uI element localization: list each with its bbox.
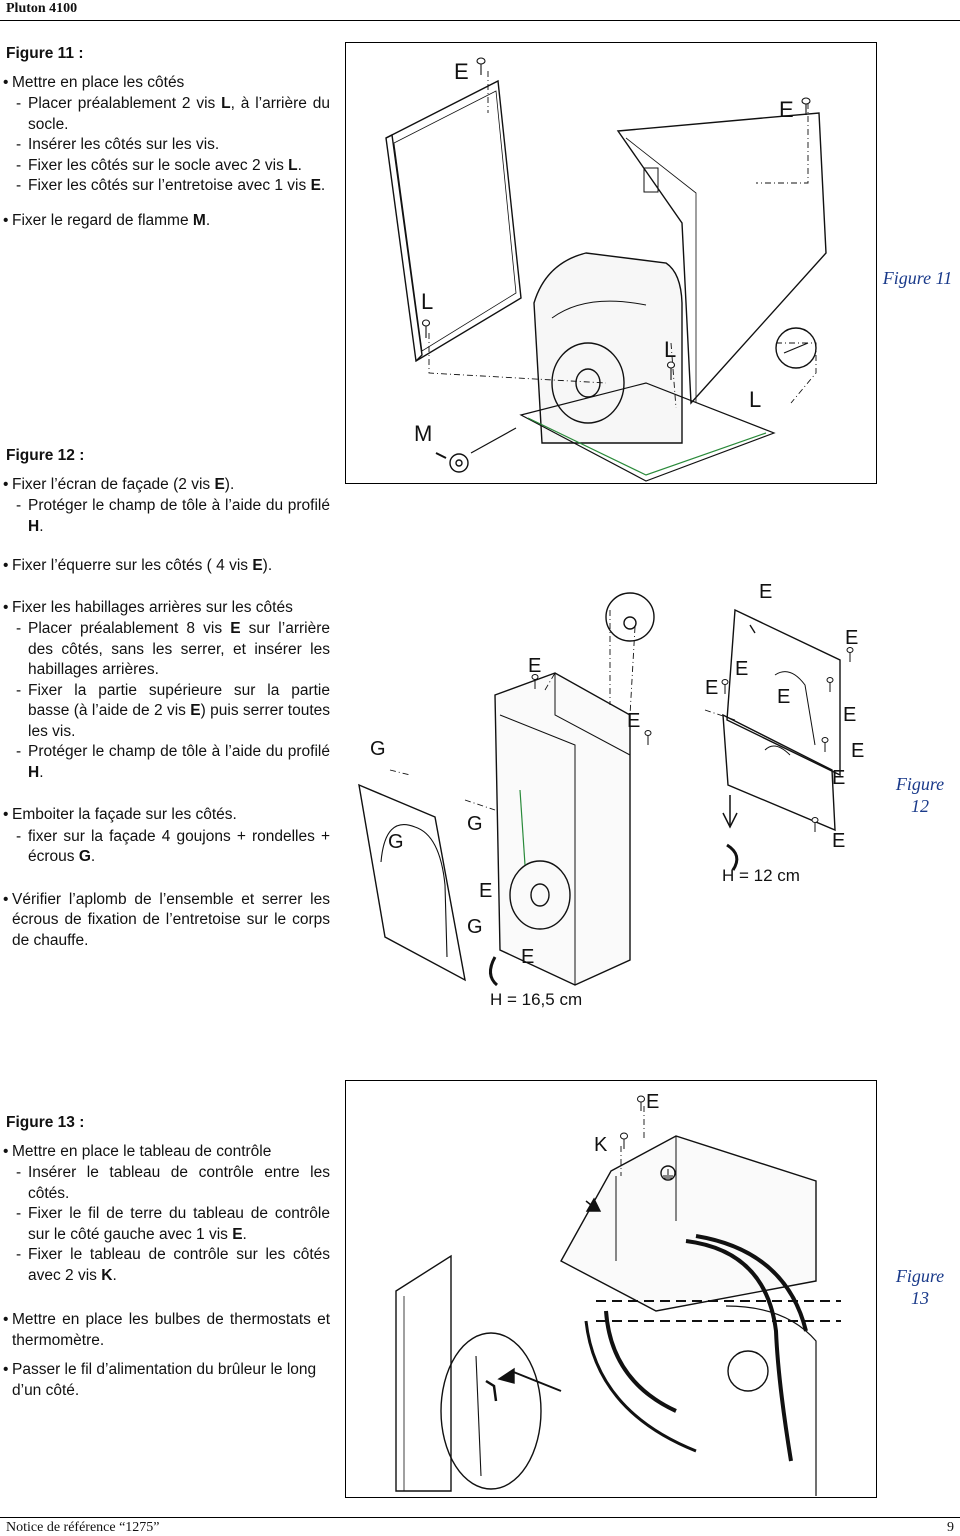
instruction-step: - Fixer le tableau de contrôle sur les côtés avec 2 vis K. [16,1246,330,1284]
fig12-label-e: E [735,658,749,680]
fig12-label-e: E [843,704,857,726]
figure-13-instructions [0,1113,330,1401]
figure-13-title: Figure 13 : [6,1114,85,1131]
instruction-step: - fixer sur la façade 4 goujons + rondelles + écrous G. [16,827,330,865]
fig13-label-e: E [646,1091,660,1113]
instruction-step: - Fixer le fil de terre du tableau de contrôle sur le côté gauche avec 1 vis E. [16,1205,330,1243]
fig12-dimension-h165: H = 16,5 cm [490,990,583,1009]
instruction-item: • Emboiter la façade sur les côtés. - fixer sur la façade 4 goujons + rondelles + écrous G. [0,805,330,868]
figure-12-drawing [345,565,877,1055]
page-number: 9 [947,1520,954,1535]
document-reference: Notice de référence “1275” [6,1520,160,1535]
figure-11-caption: Figure 11 [882,268,953,288]
fig12-label-e: E [759,581,773,603]
instruction-step: - Placer préalablement 2 vis L, à l’arrière du socle. [16,95,330,133]
instruction-item: • Fixer les habillages arrières sur les côtés - Placer préalablement 8 vis E sur l’arrière des côtés, sans les serrer, et insérer les habillages arrières. - Fixer la partie supérieure sur la partie basse (à l’aide de 2 vis E) puis serrer toutes les vis. - Protéger le champ de tôle à l’aide du profilé H. [0,598,330,784]
figure-13-illustration [346,1081,876,1497]
instruction-step: - Placer préalablement 8 vis E sur l’arrière des côtés, sans les serrer, et insérer les habillages arrières. [16,620,330,678]
figure-11-drawing [345,42,877,484]
fig12-label-e: E [479,880,493,902]
fig12-label-e: E [705,677,719,699]
fig12-label-e: E [521,946,535,968]
figure-13-drawing [345,1080,877,1498]
instruction-step: - Protéger le champ de tôle à l’aide du profilé H. [16,497,330,535]
instruction-item: • Mettre en place les bulbes de thermostats et thermomètre. [3,1311,330,1349]
instruction-item: • Vérifier l’aplomb de l’ensemble et serrer les écrous de fixation de l’entretoise sur le corps de chauffe. [3,890,330,949]
figure-12-illustration [345,565,877,1055]
fig12-label-e: E [777,686,791,708]
fig11-label-l: L [421,289,434,314]
fig12-label-g: G [467,916,483,938]
instruction-item: • Passer le fil d’alimentation du brûleur le long d’un côté. [3,1361,317,1399]
fig12-label-g: G [388,831,404,853]
instruction-item: • Mettre en place le tableau de contrôle - Insérer le tableau de contrôle entre les côtés. - Fixer le fil de terre du tableau de contrôle sur le côté gauche avec 1 vis E. - Fixer le tableau de contrôle sur les côtés avec 2 vis K. [0,1142,330,1287]
fig12-label-e: E [851,740,865,762]
instruction-step: - Fixer la partie supérieure sur la partie basse (à l’aide de 2 vis E) puis serrer toutes les vis. [16,681,330,740]
fig13-label-k: K [594,1134,608,1156]
instruction-step: - Fixer les côtés sur le socle avec 2 vis L. [16,156,302,174]
fig11-label-e: E [454,59,469,84]
fig12-label-e: E [845,627,859,649]
figure-12-caption: Figure 12 [895,774,945,816]
document-title: Pluton 4100 [6,1,78,16]
figure-11-title: Figure 11 : [6,45,84,62]
fig11-label-l: L [664,337,677,362]
figure-11-instructions [0,44,330,231]
instruction-step: - Insérer le tableau de contrôle entre les côtés. [16,1164,330,1202]
page-footer [0,1517,960,1536]
fig11-label-l: L [749,387,762,412]
instruction-item: • Mettre en place les côtés - Placer préalablement 2 vis L, à l’arrière du socle. - Insérer les côtés sur les vis. - Fixer les côtés sur le socle avec 2 vis L. - Fixer les côtés sur l’entretoise avec 1 vis E. [0,73,330,197]
fig11-label-e: E [779,97,794,122]
page-header [0,0,960,21]
instruction-step: - Fixer les côtés sur l’entretoise avec 1 vis E. [16,177,326,194]
figure-11-illustration [346,43,876,483]
fig12-dimension-h12: H = 12 cm [722,866,800,885]
fig12-label-g: G [370,738,386,760]
figure-13-caption: Figure 13 [895,1266,945,1308]
fig12-label-g: G [467,813,483,835]
instruction-item: • Fixer l’équerre sur les côtés ( 4 vis E). [3,557,273,574]
instruction-step: - Protéger le champ de tôle à l’aide du profilé H. [16,743,330,781]
instruction-item: • Fixer le regard de flamme M. [3,211,211,229]
fig12-label-e: E [627,710,641,732]
fig12-label-e: E [832,830,846,852]
instruction-step: - Insérer les côtés sur les vis. [16,136,220,153]
fig12-label-e: E [528,655,542,677]
figure-12-title: Figure 12 : [6,447,85,464]
instruction-item: • Fixer l’écran de façade (2 vis E). - Protéger le champ de tôle à l’aide du profilé H. [0,475,330,538]
fig11-label-m: M [414,421,433,446]
figure-12-instructions [0,446,330,951]
fig12-label-e: E [832,767,846,789]
